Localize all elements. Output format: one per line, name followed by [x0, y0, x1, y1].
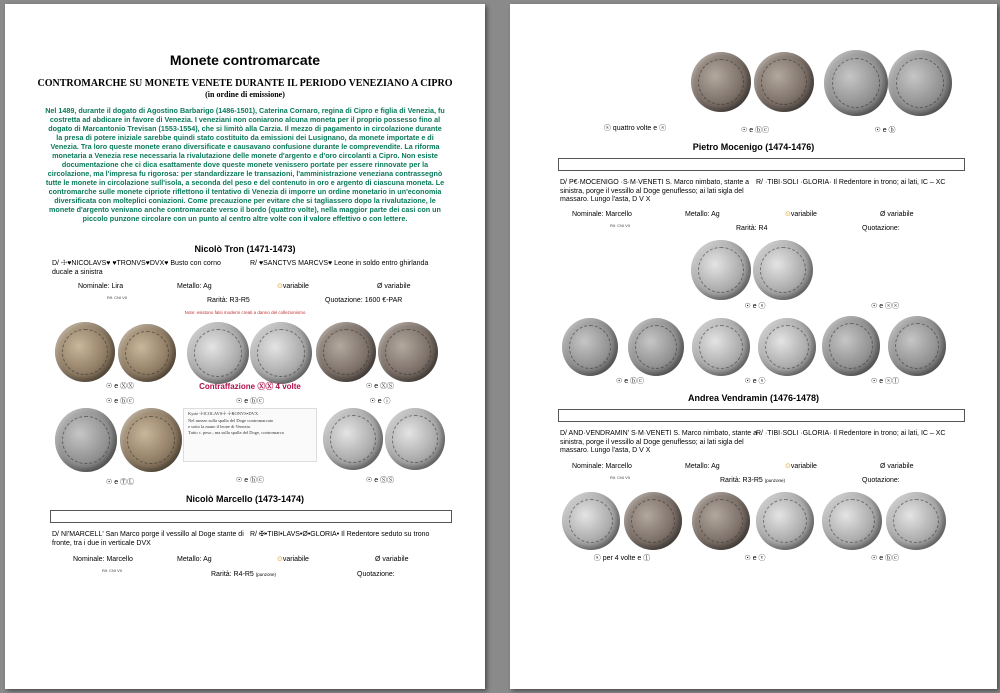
- coin-image: [562, 318, 618, 376]
- coin-image: [691, 52, 751, 112]
- scan-text: Tutto c. peso.; ma sulla spalla del Doge, contromarca: [188, 430, 284, 435]
- coin-caption: ☉ e ⓍⓍ: [105, 383, 135, 390]
- coin-image: [888, 50, 952, 116]
- marcello-ref: Rif. CNI VII: [102, 568, 123, 573]
- marcello-quotazione: Quotazione:: [357, 571, 395, 578]
- coin-caption: ☉ e ⓑⓒ: [615, 378, 645, 385]
- page-subtitle: CONTROMARCHE SU MONETE VENETE DURANTE IL PERIODO VENEZIANO A CIPRO: [37, 78, 453, 89]
- section-heading-vendramin: Andrea Vendramin (1476-1478): [687, 393, 820, 403]
- catalogue-scan: [183, 408, 317, 462]
- coin-caption: ☉ e ⓑⓒ: [235, 398, 265, 405]
- mocenigo-ref: Rif. CNI VII: [610, 223, 631, 228]
- empty-frame: [558, 409, 965, 422]
- tron-diametro: ⊙variabile: [277, 283, 309, 290]
- scan-text: Kyrie ☩ICOLAVS☩ ☩RONVS•DVX: [188, 411, 259, 416]
- vendramin-nominale: Nominale: Marcello: [572, 463, 632, 470]
- marcello-diametro: ⊙variabile: [277, 556, 309, 563]
- coin-image: [753, 240, 813, 300]
- coin-image: [118, 324, 176, 382]
- vendramin-metallo: Metallo: Ag: [685, 463, 720, 470]
- empty-frame: [50, 510, 452, 523]
- coin-caption: ☉ e ⓑⓒ: [740, 127, 770, 134]
- coin-image: [624, 492, 682, 550]
- tron-note: Note: esistono falsi moderni creati a danno del collezionismo: [184, 310, 306, 315]
- mocenigo-rarita: Rarità: R4: [736, 225, 768, 232]
- marcello-peso: Ø variabile: [375, 556, 409, 563]
- vendramin-diametro: ⊙variabile: [785, 463, 817, 470]
- vendramin-quotazione: Quotazione:: [862, 477, 900, 484]
- tron-quotazione: Quotazione: 1600 €-PAR: [325, 297, 403, 304]
- coin-caption: ☉ e ⓥ: [744, 555, 766, 562]
- coin-caption: ☉ e ⓈⓈ: [365, 477, 395, 484]
- intro-paragraph: Nel 1489, durante il dogato di Agostino Barbarigo (1486-1501), Caterina Cornaro, regina di Cipro e figlia di Venezia, fu costretta ad abdicare in favore di Venezia. I veneziani non coniarono alcuna moneta per il proprio possesso fino al dogato di Marcantonio Trevisan (1553-1554), che si limitò alla Carzia. Il mezzo di pagamento in circolazione durante la presa di potere iniziale sarebbe quindi stato costituito da emissioni dei Lusignano, da monete importate e di Venezia. Tra loro queste monete erano diversificate e causavano confusione durante le comprevendite. La riforma monetaria a Venezia rese necessaria la rivalutazione delle monete d'argento e d'oro circolanti a Cipro. Non esiste documentazione che ci dica esattamente dove queste monete venissero portate per essere rinnovate per la circolazione, ma l'impresa fu rigorosa: per standardizzare le transazioni, l'amministrazione veneziana contrassegnò tutte le monete in circolazione sull'isola, a seconda del peso e del contenuto in oro e argento di ciascuna moneta. Le contromarche sulle monete cipriote riflettono il tentativo di Venezia di imporre un ordine monetario in un'economia diversificata con molteplici coniazioni. Come precauzione per evitare che si tagliassero dopo la rivalutazione, le monete d'argento venivano anche contromarcate verso il bordo (quattro volte), nella maggior parte dei casi con un piccolo punzone circolare con un punto al centro altre volte con il valore effettivo o con lettere.: [45, 106, 445, 223]
- coin-image: [822, 492, 882, 550]
- coin-image: [756, 492, 814, 550]
- coin-image: [628, 318, 684, 376]
- coin-caption: ☉ e ⓑⓒ: [870, 555, 900, 562]
- mocenigo-obverse: D/ P€·MOCENIGO ·S·M·VENETI S. Marco nimbato, stante a sinistra, porge il vessillo al Doge genuflesso; ai lati sigla del massaro. Lungo l'asta, D V X: [560, 179, 750, 203]
- coin-image: [562, 492, 620, 550]
- coin-image: [385, 408, 445, 470]
- coin-image: [692, 318, 750, 376]
- tron-peso: Ø variabile: [377, 283, 411, 290]
- vendramin-obverse: D/ AND·VENDRAMIN' S·M·VENETI S. Marco nimbato, stante a sinistra, porge il vessillo al Doge genuflesso; ai lati sigla del massaro. Lungo l'asta, D V X: [560, 430, 757, 454]
- coin-image: [754, 52, 814, 112]
- mocenigo-quotazione: Quotazione:: [862, 225, 900, 232]
- coin-caption: ☉ e ⓑⓒ: [235, 477, 265, 484]
- coin-caption: ☉ e ⓢⓢ: [870, 303, 900, 310]
- coin-image: [822, 316, 880, 376]
- coin-image: [692, 492, 750, 550]
- vendramin-peso: Ø variabile: [880, 463, 914, 470]
- coin-image: [55, 408, 117, 472]
- marcello-metallo: Metallo: Ag: [177, 556, 212, 563]
- coin-caption: ☉ e ⓢ: [744, 303, 766, 310]
- marcello-reverse: R/ ✠•TIBI•LAVS•Ø•GLORIA• Il Redentore seduto su trono: [250, 531, 430, 538]
- coin-caption: ☉ e ⓍⓈ: [365, 383, 395, 390]
- tron-obverse: D/ ☩♥NICOLAVS♥ ♥TRONVS♥DVX♥ Busto con corno ducale a sinistra: [52, 260, 221, 276]
- tron-nominale: Nominale: Lira: [78, 283, 124, 290]
- diameter-icon: ⊙: [785, 463, 791, 470]
- coin-caption: ⓢ quattro volte e ⓢ: [603, 125, 667, 132]
- tron-reverse: R/ ♥SANCTVS MARCVS♥ Leone in soldo entro ghirlanda: [250, 260, 429, 267]
- scan-text: Nel mezzo sulla spalla del Doge contromarcato: [188, 418, 274, 423]
- section-heading-mocenigo: Pietro Mocenigo (1474-1476): [692, 142, 815, 152]
- mocenigo-reverse: R/ ·TIBI·SOLI ·GLORIA· Il Redentore in trono; ai lati, IC – XC: [756, 179, 946, 186]
- section-heading-marcello: Nicolò Marcello (1473-1474): [185, 494, 305, 504]
- coin-image: [250, 322, 312, 384]
- coin-caption: ☉ e ⓢⓛ: [870, 378, 900, 385]
- coin-image: [187, 322, 249, 384]
- mocenigo-peso: Ø variabile: [880, 211, 914, 218]
- coin-caption: ⓢ per 4 volte e ①: [593, 555, 651, 562]
- coin-image: [55, 322, 115, 382]
- coin-image: [120, 408, 182, 472]
- vendramin-reverse: R/ ·TIBI·SOLI ·GLORIA· Il Redentore in trono; ai lati, IC – XC: [756, 430, 946, 437]
- coin-caption: ☉ e ⓑ: [874, 127, 896, 134]
- coin-caption: ☉ e ⓢ: [744, 378, 766, 385]
- vendramin-rarita: Rarità: R3-R5 (punzone): [720, 477, 786, 484]
- coin-caption: ☉ e ⓑⓒ: [105, 398, 135, 405]
- diameter-icon: ⊙: [785, 211, 791, 218]
- marcello-obverse: D/ NI'MARCELL' San Marco porge il vessillo al Doge stante di fronte, tra i due in verticale DVX: [52, 531, 244, 547]
- coin-image: [886, 492, 946, 550]
- tron-ref: Rif. CNI VII: [107, 295, 128, 300]
- vendramin-ref: Rif. CNI VII: [610, 475, 631, 480]
- page-subsubtitle: (in ordine di emissione): [205, 90, 285, 99]
- mocenigo-metallo: Metallo: Ag: [685, 211, 720, 218]
- mocenigo-nominale: Nominale: Marcello: [572, 211, 632, 218]
- tron-metallo: Metallo: Ag: [177, 283, 212, 290]
- scan-text: e sotto la mano il leone di Venezia.: [188, 424, 251, 429]
- coin-image: [323, 408, 383, 470]
- page-title: Monete contromarcate: [169, 52, 321, 68]
- coin-caption: ☉ e ⓉⓁ: [105, 479, 135, 486]
- coin-image: [316, 322, 376, 382]
- document-page-left: [5, 4, 485, 689]
- coin-image: [824, 50, 888, 116]
- coin-image: [378, 322, 438, 382]
- coin-caption: ☉ e ⓘ: [369, 398, 391, 405]
- coin-image: [758, 318, 816, 376]
- section-heading-tron: Nicolò Tron (1471-1473): [194, 244, 296, 254]
- diameter-icon: ⊙: [277, 283, 283, 290]
- marcello-rarita: Rarità: R4-R5 (punzone): [211, 571, 277, 578]
- tron-rarita: Rarità: R3-R5: [207, 297, 250, 304]
- counterfeit-caption: Contraffazione ⓍⓍ 4 volte: [199, 382, 301, 391]
- empty-frame: [558, 158, 965, 171]
- coin-image: [691, 240, 751, 300]
- document-page-right: [510, 4, 997, 689]
- diameter-icon: ⊙: [277, 556, 283, 563]
- marcello-nominale: Nominale: Marcello: [73, 556, 133, 563]
- coin-image: [888, 316, 946, 376]
- mocenigo-diametro: ⊙variabile: [785, 211, 817, 218]
